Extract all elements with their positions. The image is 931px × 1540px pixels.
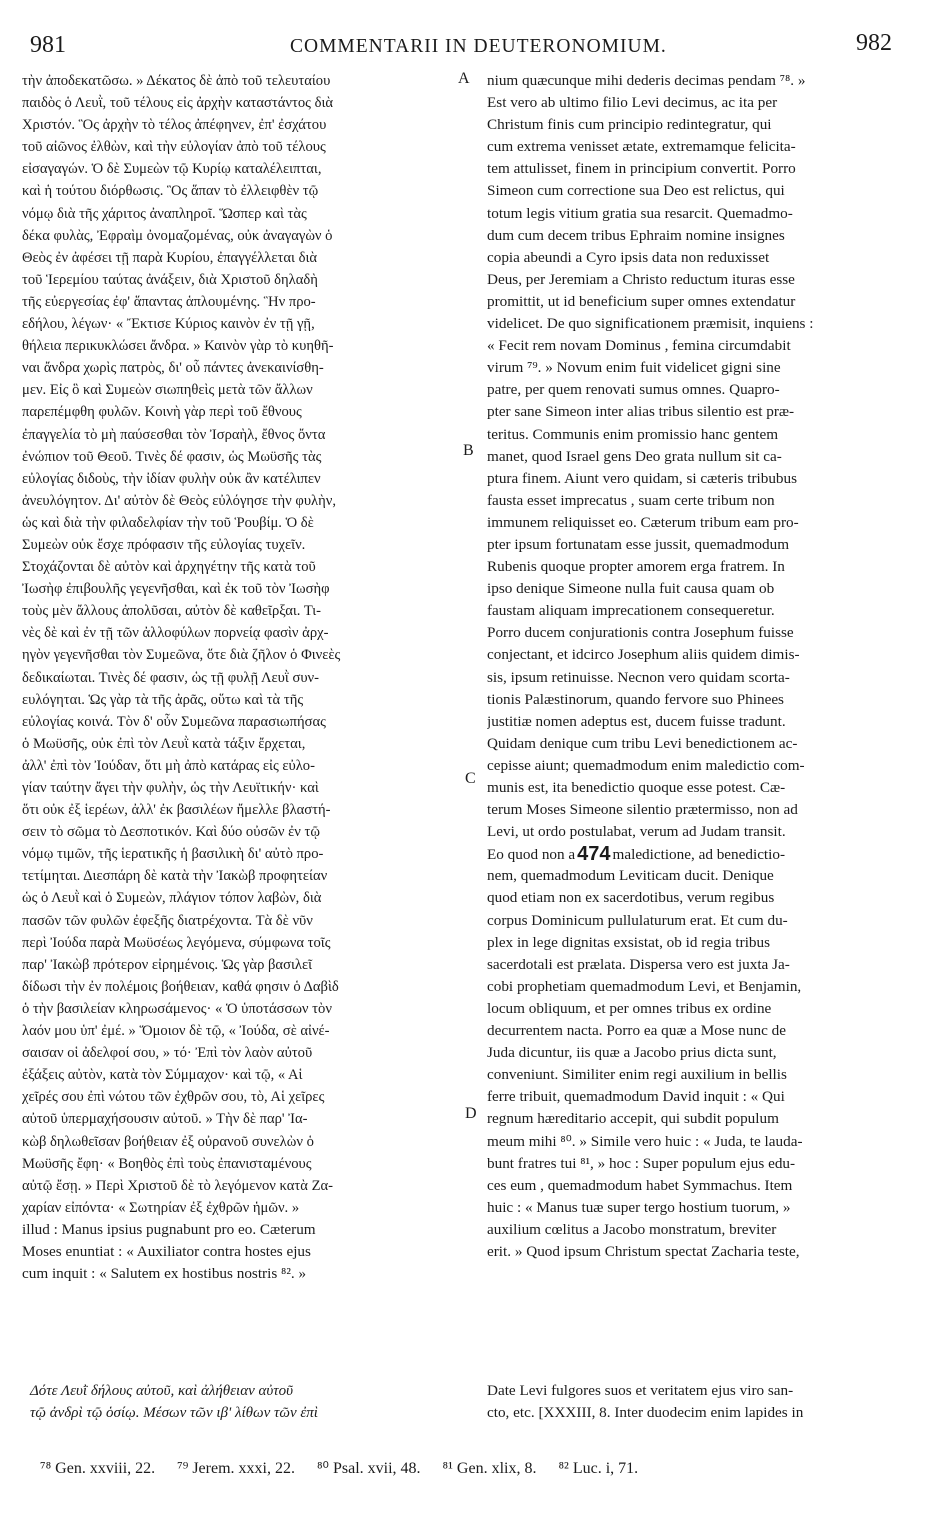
greek-line: Στοχάζονται δὲ αὐτὸν καὶ ἀρχηγέτην τῆς κατὰ τοῦ bbox=[22, 559, 316, 576]
latin-line: pter sane Simeon inter alias tribus silentio est præ- bbox=[487, 403, 795, 421]
greek-line: αὐτῷ ἔσῃ. » Περὶ Χριστοῦ δὲ τὸ λεγόμενον κατὰ Ζα- bbox=[22, 1177, 333, 1194]
footnote: ⁸⁰ Psal. xvii, 48. bbox=[316, 1460, 421, 1477]
greek-line: cum inquit : « Salutem ex hostibus nostris ⁸². » bbox=[22, 1265, 307, 1283]
greek-line: θήλεια περικυκλώσει ἄνδρα. » Καινὸν γὰρ τὸ κυηθῆ- bbox=[22, 338, 334, 355]
greek-line: περὶ Ἰούδα παρὰ Μωϋσέως λεγόμενα, σύμφωνα τοῖς bbox=[22, 934, 331, 951]
latin-line: nium quæcunque mihi dederis decimas pendam ⁷⁸. » bbox=[487, 72, 806, 89]
latin-line-text: maledictione, ad benedictio- bbox=[612, 846, 786, 864]
page-number-left: 981 bbox=[30, 32, 66, 58]
greek-line: τοῦ Ἱερεμίου ταύτας ἀνάξειν, διὰ Χριστοῦ δηλαδὴ bbox=[22, 271, 318, 288]
margin-letter-a: A bbox=[458, 70, 470, 87]
greek-line: δέκα φυλὰς, Ἐφραὶμ ὀνομαζομένας, οὐκ ἀναγαγὼν ὁ bbox=[22, 227, 333, 244]
latin-line: nem, quemadmodum Leviticam ducit. Denique bbox=[487, 867, 774, 885]
column-number-marker: 474 bbox=[577, 843, 611, 866]
greek-line: ὁ τὴν βασιλείαν κληρωσάμενος· « Ὁ ὑποτάσσων τὸν bbox=[22, 1000, 332, 1017]
footnotes bbox=[40, 1458, 900, 1478]
latin-column bbox=[487, 70, 907, 1263]
latin-line: promittit, ut id beneficium super omnes extendatur bbox=[487, 292, 796, 310]
greek-line: χαρίαν εἰπόντα· « Σωτηρίαν ἐξ ἐχθρῶν ἡμῶν. » bbox=[22, 1199, 300, 1216]
latin-lemma-line: Date Levi fulgores suos et veritatem ejus viro san- bbox=[487, 1382, 794, 1399]
greek-line: ὡς καὶ διὰ τὴν φιλαδελφίαν τὴν τοῦ Ῥουβίμ. Ὁ δὲ bbox=[22, 514, 314, 531]
latin-line: Simeon cum correctione sua Deo est relictus, qui bbox=[487, 182, 785, 200]
latin-line: pter ipsum fortunatam esse jussit, quemadmodum bbox=[487, 535, 790, 553]
greek-line: Moses enuntiat : « Auxiliator contra hostes ejus bbox=[22, 1242, 311, 1260]
latin-line: auxilium cœlitus a Jacobo monstratum, breviter bbox=[487, 1220, 777, 1238]
footnote: ⁷⁹ Jerem. xxxi, 22. bbox=[177, 1460, 295, 1477]
latin-line: videlicet. De quo significationem præmisit, inquiens : bbox=[487, 315, 814, 333]
greek-line: ὁ Μωϋσῆς, οὐκ ἐπὶ τὸν Λευῒ κατὰ τάξιν ἔρχεται, bbox=[22, 735, 306, 752]
latin-line: cobi prophetiam quemadmodum Levi, et Benjamin, bbox=[487, 977, 802, 995]
greek-line: ἐπαγγελία τὸ μὴ παύσεσθαι τὸν Ἰσραὴλ, ἔθνος ὄντα bbox=[22, 426, 326, 443]
latin-line: meum mihi ⁸⁰. » Simile vero huic : « Juda, te lauda- bbox=[487, 1132, 803, 1150]
latin-line: huic : « Manus tuæ super tergo hostium tuorum, » bbox=[487, 1198, 791, 1216]
greek-line: Μωϋσῆς ἔφη· « Βοηθὸς ἐπὶ τοὺς ἐπανισταμένους bbox=[22, 1155, 312, 1172]
latin-line: sacerdotali est prælata. Dispersa vero est juxta Ja- bbox=[487, 955, 790, 973]
greek-line: ἀλλ' ἐπὶ τὸν Ἰούδαν, ὅτι μὴ ἀπὸ κατάρας εἰς εὐλο- bbox=[22, 757, 315, 774]
greek-line: εὐλογίας διδοὺς, τὴν ἰδίαν φυλὴν οὐκ ἂν κατέλιπεν bbox=[22, 470, 321, 487]
greek-line: τοὺς μὲν ἄλλους ἀπολῦσαι, αὐτὸν δὲ καθεῖρξαι. Τι- bbox=[22, 603, 322, 620]
greek-line: τετίμηται. Διεσπάρη δὲ κατὰ τὴν Ἰακὼβ προφητείαν bbox=[22, 868, 328, 885]
greek-line: αὐτοῦ ὑπερμαχήσουσιν αὐτοῦ. » Τὴν δὲ παρ' Ἰα- bbox=[22, 1111, 308, 1128]
latin-line: plex in lege dignitas exsistat, ob id regia tribus bbox=[487, 933, 771, 951]
latin-line: Quidam denique cum tribu Levi benedictionem ac- bbox=[487, 734, 798, 752]
greek-lemma-line: τῷ ἀνδρὶ τῷ ὁσίῳ. Μέσων τῶν ιβ' λίθων τῶν ἐπὶ bbox=[30, 1405, 318, 1421]
latin-line: quod etiam non ex sacerdotibus, verum regibus bbox=[487, 889, 775, 907]
greek-line: κὼβ δηλωθεῖσαν βοήθειαν ἐξ οὐρανοῦ συνελὼν ὁ bbox=[22, 1133, 314, 1150]
greek-line: εδήλου, λέγων· « Ἔκτισε Κύριος καινὸν ἐν τῇ γῇ, bbox=[22, 316, 315, 333]
greek-line: καὶ ἡ τούτου διόρθωσις. Ὃς ἅπαν τὸ ἐλλειφθὲν τῷ bbox=[22, 183, 319, 200]
greek-line: ναι ἄνδρα χωρὶς πατρὸς, δι' οὗ πάντες ἀνεκαινίσθη- bbox=[22, 360, 324, 377]
greek-line: νὲς δὲ καὶ ἐν τῇ τῶν ἀλλοφύλων πορνείᾳ φασὶν ἀρχ- bbox=[22, 625, 329, 642]
running-title: COMMENTARII IN DEUTERONOMIUM. bbox=[290, 36, 667, 57]
latin-line: « Fecit rem novam Dominus , femina circumdabit bbox=[487, 337, 791, 355]
greek-line: πασῶν τῶν φυλῶν ἐφεξῆς διατρέχοντα. Τὰ δὲ νῦν bbox=[22, 912, 313, 929]
greek-line: ἐξάξεις αὐτὸν, κατὰ τὸν Σύμμαχον· καὶ τῷ, « Αἱ bbox=[22, 1067, 303, 1084]
latin-line: fausta esset imprecatus , suam certe tribum non bbox=[487, 491, 775, 509]
greek-line: illud : Manus ipsius pugnabunt pro eo. Cæterum bbox=[22, 1220, 316, 1238]
greek-line: νόμῳ διὰ τῆς χάριτος ἀναπληροῖ. Ὥσπερ καὶ τὰς bbox=[22, 205, 307, 222]
greek-line: τὴν ἀποδεκατῶσω. » Δέκατος δὲ ἀπὸ τοῦ τελευταίου bbox=[22, 73, 331, 89]
footnote: ⁸¹ Gen. xlix, 8. bbox=[442, 1460, 537, 1477]
greek-lemma-line: Δότε Λευῒ δήλους αὐτοῦ, καὶ ἀλήθειαν αὐτοῦ bbox=[30, 1383, 294, 1399]
page-number-right: 982 bbox=[856, 30, 892, 56]
latin-line: immunem reliquisset eo. Cæterum tribum eam pro- bbox=[487, 513, 799, 531]
latin-line: Christum finis cum principio redintegratur, qui bbox=[487, 116, 772, 134]
bottom-latin-lemma bbox=[487, 1380, 907, 1424]
latin-line: erit. » Quod ipsum Christum spectat Zacharia teste, bbox=[487, 1242, 800, 1260]
greek-line: τῆς εὐεργεσίας ἐφ' ἅπαντας ἁπλουμένης. Ἣν προ- bbox=[22, 293, 316, 310]
latin-line: conjectant, et idcirco Josephum aliis quidem dimis- bbox=[487, 646, 800, 664]
latin-line: sis, ipsum retinuisse. Necnon vero quidam scorta- bbox=[487, 668, 790, 686]
greek-line: εἰσαγαγών. Ὁ δὲ Συμεὼν τῷ Κυρίῳ καταλέλειπται, bbox=[22, 161, 322, 178]
bottom-greek-lemma bbox=[30, 1380, 460, 1424]
latin-line: locum obliquum, et per omnes tribus ex ordine bbox=[487, 999, 772, 1017]
latin-line: ipso denique Simeone nulla fuit causa quam ob bbox=[487, 580, 775, 598]
latin-line bbox=[487, 843, 907, 865]
greek-line: ηγὸν γεγενῆσθαι τὸν Συμεῶνα, ὅτε διὰ ζῆλον ὁ Φινεὲς bbox=[22, 647, 341, 664]
greek-line: ἐνώπιον τοῦ Θεοῦ. Τινὲς δέ φασιν, ὡς Μωϋσῆς τὰς bbox=[22, 448, 322, 465]
latin-line: cum extrema venisset ætate, extremamque felicita- bbox=[487, 138, 796, 156]
margin-letter-d: D bbox=[465, 1105, 477, 1122]
latin-line: teritus. Communis enim promissio hanc gentem bbox=[487, 425, 779, 443]
latin-line-text: Eo quod non a bbox=[487, 846, 576, 864]
greek-line: Θεὸς ἐν ἀφέσει τῇ παρὰ Κυρίου, ἐπαγγέλλεται διὰ bbox=[22, 249, 318, 266]
greek-line: ευλόγηται. Ὡς γὰρ τὰ τῆς ἀρᾶς, οὕτω καὶ τὰ τῆς bbox=[22, 691, 304, 708]
latin-line: decurrentem nacta. Porro ea quæ a Mose nunc de bbox=[487, 1022, 786, 1040]
greek-line: λαόν μου ὑπ' ἐμέ. » Ὅμοιον δὲ τῷ, « Ἰούδα, σὲ αἰνέ- bbox=[22, 1023, 330, 1040]
latin-line: conveniunt. Similiter enim regi auxilium in bellis bbox=[487, 1066, 787, 1084]
greek-line: Χριστόν. Ὃς ἀρχὴν τὸ τέλος ἀπέφηνεν, ἐπ' ἐσχάτου bbox=[22, 117, 327, 134]
latin-line: Rubenis quoque propter amorem erga fratrem. In bbox=[487, 558, 785, 576]
greek-line: παρεπέμφθη φυλῶν. Κοινὴ γὰρ περὶ τοῦ ἔθνους bbox=[22, 404, 302, 421]
latin-line: ptura finem. Aiunt vero quidam, si cæteris tribubus bbox=[487, 469, 798, 487]
latin-line: tem attulisset, finem in principium convertit. Porro bbox=[487, 160, 796, 178]
footnote: ⁸² Luc. i, 71. bbox=[558, 1460, 639, 1477]
latin-line: ces eum , quemadmodum habet Symmachus. Item bbox=[487, 1176, 793, 1194]
greek-line: ἀνευλόγητον. Δι' αὐτὸν δὲ Θεὸς εὐλόγησε τὴν φυλὴν, bbox=[22, 492, 337, 509]
greek-line: ὅτι οὐκ ἐξ ἱερέων, ἀλλ' ἐκ βασιλέων ἤμελλε βλαστή- bbox=[22, 802, 331, 819]
latin-line: tionis Palæstinorum, quando fervore suo Phinees bbox=[487, 690, 784, 708]
greek-line: παρ' Ἰακὼβ πρότερον εἰρημένοις. Ὡς γὰρ βασιλεῖ bbox=[22, 956, 313, 973]
greek-line: δίδωσι τὴν ἐν πολέμοις βοήθειαν, καθά φησιν ὁ Δαβὶδ bbox=[22, 978, 339, 995]
latin-line: Juda dicuntur, iis quæ a Jacobo prius dicta sunt, bbox=[487, 1044, 777, 1062]
footnote: ⁷⁸ Gen. xxviii, 22. bbox=[40, 1460, 156, 1477]
margin-letter-c: C bbox=[465, 770, 476, 787]
greek-line: χεῖρές σου ἐπὶ νώτου τῶν ἐχθρῶν σου, τὸ, Αἱ χεῖρες bbox=[22, 1089, 325, 1106]
greek-line: σαισαν οἱ ἀδελφοί σου, » τό· Ἐπὶ τὸν λαὸν αὐτοῦ bbox=[22, 1045, 313, 1062]
page-header bbox=[0, 26, 931, 62]
greek-line: Συμεὼν οὐκ ἔσχε πρόφασιν τῆς εὐλογίας τυχεῖν. bbox=[22, 536, 306, 553]
greek-line: Ἰωσὴφ ἐπιβουλῆς γεγενῆσθαι, καὶ ἐκ τοῦ τὸν Ἰωσὴφ bbox=[22, 581, 330, 598]
greek-line: μεν. Εἰς ὃ καὶ Συμεὼν σιωπηθεὶς μετὰ τῶν ἄλλων bbox=[22, 382, 313, 399]
latin-line: Deus, per Jeremiam a Christo reductum ituras esse bbox=[487, 270, 795, 288]
latin-line: Levi, ut ordo postulabat, verum ad Judam transit. bbox=[487, 823, 786, 841]
latin-line: patre, per quem renovati sumus omnes. Quapro- bbox=[487, 381, 780, 399]
latin-line: justitiæ nomen adeptus est, ducem fuisse tradunt. bbox=[487, 712, 786, 730]
greek-column bbox=[22, 70, 462, 1285]
latin-line: copia abeundi a Cyro ipsis data non reduxisset bbox=[487, 248, 770, 266]
latin-line: bunt fratres tui ⁸¹, » hoc : Super populum ejus edu- bbox=[487, 1154, 796, 1172]
greek-line: γίαν ταύτην ἄγει τὴν φυλὴν, ὡς τὴν Λευϊτικήν· καὶ bbox=[22, 780, 319, 796]
latin-line: terum Moses Simeone silentio prætermisso, non ad bbox=[487, 801, 798, 819]
latin-line: regnum hæreditario accepit, qui subdit populum bbox=[487, 1110, 779, 1128]
latin-line: munis est, ita benedictio quoque esse potest. Cæ- bbox=[487, 779, 786, 796]
latin-line: Est vero ab ultimo filio Levi decimus, ac ita per bbox=[487, 94, 778, 112]
latin-line: dum cum decem tribus Ephraim nomine insignes bbox=[487, 226, 785, 244]
latin-line: corpus Dominicum pullulaturum erat. Et cum du- bbox=[487, 911, 788, 929]
latin-lemma-line: cto, etc. [XXXIII, 8. Inter duodecim enim lapides in bbox=[487, 1404, 804, 1421]
greek-line: ὡς ὁ Λευῒ καὶ ὁ Συμεὼν, πλάγιον τόπον λαβὼν, διὰ bbox=[22, 890, 322, 907]
latin-line: Porro ducem conjurationis contra Josephum fuisse bbox=[487, 624, 794, 642]
latin-line: faustam aliquam imprecationem consequeretur. bbox=[487, 602, 775, 620]
latin-line: virum ⁷⁹. » Novum enim fuit videlicet gigni sine bbox=[487, 359, 781, 377]
greek-line: τοῦ αἰῶνος ἐλθὼν, καὶ τὴν εὐλογίαν ἀπὸ τοῦ τέλους bbox=[22, 139, 326, 156]
latin-line: totum legis vitium gratia sua resarcit. Quemadmo- bbox=[487, 204, 793, 222]
greek-line: εὐλογίας κοινά. Τὸν δ' οὖν Συμεῶνα παρασιωπήσας bbox=[22, 713, 326, 730]
greek-line: νόμῳ τιμῶν, τῆς ἱερατικῆς ἡ βασιλικὴ δι' αὐτὸ προ- bbox=[22, 846, 324, 863]
greek-line: παιδὸς ὁ Λευῒ, τοῦ τέλους εἰς ἀρχὴν καταστάντος διὰ bbox=[22, 95, 334, 112]
greek-line: σειν τὸ σῶμα τὸ Δεσποτικόν. Καὶ δύο οὐσῶν ἐν τῷ bbox=[22, 824, 320, 841]
latin-line: cepisse aiunt; quemadmodum enim maledictio com- bbox=[487, 756, 805, 774]
greek-line: δεδικαίωται. Τινὲς δέ φασιν, ὡς τῇ φυλῇ Λευῒ συν- bbox=[22, 669, 320, 686]
latin-line: manet, quod Israel gens Deo grata nullum sit ca- bbox=[487, 447, 782, 465]
margin-letter-b: B bbox=[463, 442, 474, 459]
latin-line: ferre tribuit, quemadmodum David inquit : « Qui bbox=[487, 1088, 785, 1106]
